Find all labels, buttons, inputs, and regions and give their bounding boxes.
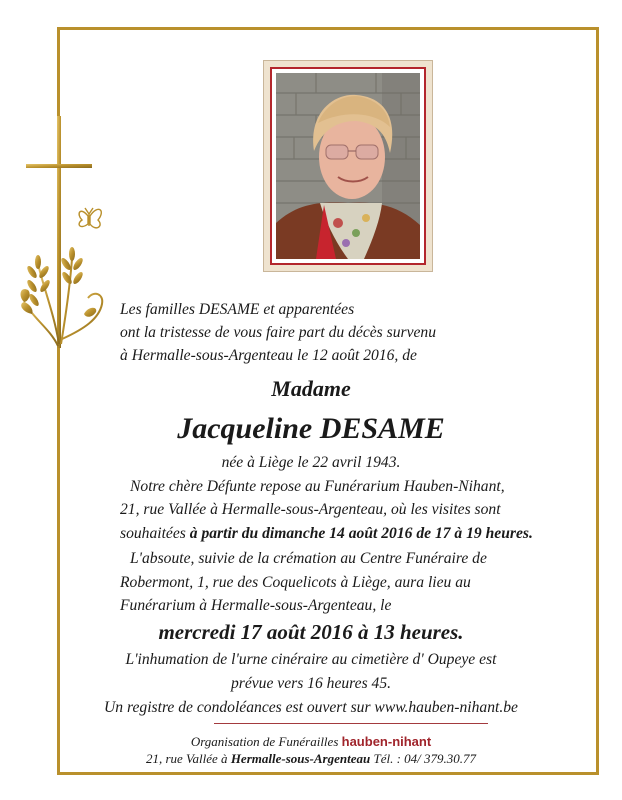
- footer-organisation: [0, 735, 622, 748]
- register-line: Un registre de condoléances est ouvert sur www.hauben-nihant.be: [104, 699, 518, 716]
- frame-bottom: [57, 772, 599, 775]
- rest-line-3: [120, 526, 533, 542]
- address-town: Hermalle-sous-Argenteau: [230, 751, 371, 766]
- address-phone: Tél. : 04/ 379.30.77: [373, 751, 477, 766]
- deceased-name: Jacqueline DESAME: [177, 412, 445, 445]
- service-line-3: Funérarium à Hermalle-sous-Argenteau, le: [120, 597, 392, 614]
- burial-line-2: prévue vers 16 heures 45.: [230, 675, 392, 692]
- honorific: Madame: [271, 376, 351, 401]
- portrait-frame: [263, 60, 433, 272]
- cross-wheat-ornament: [14, 114, 116, 358]
- burial-line-1: L'inhumation de l'urne cinéraire au cimetière d' Oupeye est: [125, 651, 497, 668]
- footer-divider: [214, 723, 488, 724]
- service-datetime: mercredi 17 août 2016 à 13 heures.: [158, 620, 464, 644]
- frame-left-upper: [57, 27, 60, 123]
- intro-line-2: ont la tristesse de vous faire part du décès survenu: [120, 324, 437, 341]
- butterfly-icon: [79, 208, 101, 228]
- wheat-icon: [21, 247, 103, 346]
- rest-line-1: Notre chère Défunte repose au Funérarium Hauben-Nihant,: [130, 478, 505, 495]
- birth-line: née à Liège le 22 avril 1943.: [221, 454, 401, 471]
- intro-line-1: Les familles DESAME et apparentées: [120, 301, 355, 318]
- cross-icon: [26, 116, 92, 348]
- service-line-1: L'absoute, suivie de la crémation au Centre Funéraire de: [130, 550, 487, 567]
- portrait-border: [270, 67, 426, 265]
- footer-address: [0, 752, 622, 765]
- rest-line-2: 21, rue Vallée à Hermalle-sous-Argenteau, où les visites sont: [120, 501, 501, 518]
- organisation-label: Organisation de Funérailles: [190, 734, 339, 749]
- service-line-2: Robermont, 1, rue des Coquelicots à Liège, aura lieu au: [120, 574, 471, 591]
- visit-prefix: souhaitées: [120, 525, 186, 542]
- intro-line-3: à Hermalle-sous-Argenteau le 12 août 2016, de: [120, 347, 417, 364]
- address-prefix: 21, rue Vallée à: [145, 751, 228, 766]
- frame-top: [57, 27, 599, 30]
- portrait-photo: [276, 73, 420, 259]
- visit-hours: à partir du dimanche 14 août 2016 de 17 à 19 heures.: [189, 525, 533, 542]
- brand-logo: hauben-nihant: [341, 734, 432, 749]
